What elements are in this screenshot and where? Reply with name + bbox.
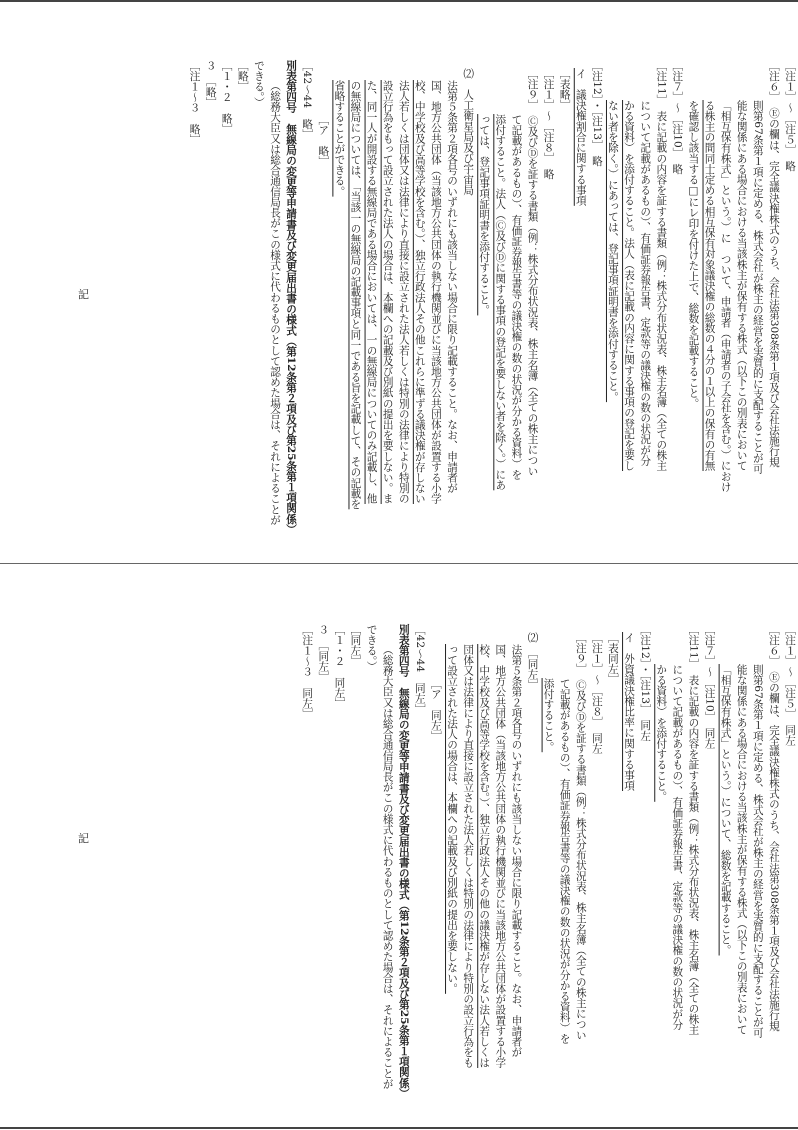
text-line: かる資料）を添付すること。法人（表に記載の内容に関する事項の登記を要し bbox=[623, 100, 636, 471]
text-line: ［注９］ Ⓒ及びⒹを証する書類（例：株式分布状況表、株主名簿（全ての株主につい bbox=[574, 632, 587, 1041]
text-line: 法第５条第２項各号のいずれにも該当しない場合に限り記載すること。なお、申請者が bbox=[510, 644, 523, 1058]
text-line: （総務大臣又は総合通信局長がこの様式に代わるものとして認めた場合は、それによることが bbox=[269, 80, 281, 526]
bottom-rule bbox=[0, 1127, 798, 1129]
text-line: ３ ［同左］ bbox=[317, 624, 330, 683]
text-line: ［注12］・［注13］ 略 bbox=[590, 60, 603, 167]
text-line: ない者を除く。）にあっては、登記事項証明書を添付すること。 bbox=[606, 100, 619, 403]
text-line: イ 議決権割合に関する事項 bbox=[574, 68, 587, 206]
text-line: ［注１］～［注８］ 同左 bbox=[590, 632, 603, 754]
text-line: ［ア 略］ bbox=[317, 114, 330, 167]
text-line: 「相互保有株式」という。）に ついて、申請者（申請者の子会社を含む。）におけ bbox=[719, 100, 732, 493]
text-line: 校、中学校及び高等学校を含む。）、独立行政法人その他の議決権が存しない法人若しくは bbox=[478, 644, 491, 1068]
text-line: ［１・２ 略］ bbox=[220, 60, 233, 135]
text-line: ⑵ 人工衛星局及び宇宙局 bbox=[462, 68, 475, 196]
appendix-title: 別表第四号 無線局の変更等申請書及び変更届出書の様式（第12条第２項及び第25条第１項関係） bbox=[397, 624, 410, 1099]
text-line: 法第５条第２項各号のいずれにも該当しない場合に限り記載すること。なお、申請者が bbox=[446, 80, 459, 494]
current-text-body bbox=[0, 568, 798, 1124]
text-line: て記載があるもの）、有価証券報告書等の議決権の数の状況が分かる資料）を bbox=[510, 114, 523, 480]
text-line: 「相互保有株式」という。）について、総数を記載すること。 bbox=[719, 664, 732, 956]
text-line: 法人若しくは団体又は法律により直接に設立された法人若しくは特別の法律により特別の bbox=[397, 80, 410, 504]
text-line: ［注６］ Ⓔの欄は、完全議決権株式のうち、会社法第308条第１項及び会社法施行規 bbox=[767, 60, 780, 468]
text-line: 添付すること。 bbox=[542, 678, 555, 753]
text-line: 国、地方公共団体（当該地方公共団体の執行機関並びに当該地方公共団体が設置する小学 bbox=[429, 80, 442, 504]
text-line: ［注１］～［注５］ 同左 bbox=[784, 624, 796, 746]
text-line: る株主の間同士定める相互保有対象議決権の総数の４分の１以上の保有の有無 bbox=[703, 100, 716, 471]
text-line: ［注１～３ 同左］ bbox=[301, 624, 314, 720]
ki-mark: 記 bbox=[78, 832, 89, 845]
text-line: できる。） bbox=[365, 624, 378, 672]
text-line: かる資料）を添付すること。 bbox=[655, 664, 668, 802]
text-line: ［42～44 略］ bbox=[301, 60, 314, 140]
text-line: 能な関係にある場合における当該株主が保有する株式（以下この別表において bbox=[735, 664, 748, 1035]
text-line: って設立された法人の場合は、本欄への記載及び別紙の提出を要しない。 bbox=[446, 644, 459, 994]
text-line: ［注１～３ 略］ bbox=[188, 60, 201, 145]
text-line: ［注７］～［注10］ 略 bbox=[671, 60, 684, 175]
appendix-title: 別表第四号 無線局の変更等申請書及び変更届出書の様式（第12条第２項及び第25条第１項関係） bbox=[285, 60, 298, 535]
text-line: 添付すること。法人（Ⓒ及びⒹに関する事項の登記を要しない者を除く。）にあ bbox=[494, 114, 507, 491]
text-line: できる。） bbox=[252, 60, 265, 108]
text-line: の無線局については、「当該一の無線局の記載事項と同一である旨を記載して、その記載を bbox=[349, 80, 362, 510]
text-line: 校、中学校及び高等学校を含む。）、独立行政法人その他これらに準ずる議決権が存しない bbox=[413, 80, 426, 504]
text-line: ［注９］ Ⓒ及びⒹを証する書類（例：株式分布状況表、株主名簿（全ての株主につい bbox=[526, 68, 539, 477]
top-rule bbox=[0, 0, 798, 2]
divider-rule bbox=[0, 563, 798, 564]
text-line: 省略することができる。 bbox=[333, 80, 346, 197]
text-line: について記載があるもの）、有価証券報告書、定款等の議決権の数の状況が分 bbox=[671, 664, 684, 1030]
text-line: を確認し該当する□にレ印を付けた上で、総数を記載すること。 bbox=[687, 100, 700, 409]
text-line: イ 外資議決権比率に関する事項 bbox=[623, 632, 636, 791]
revised-text-body bbox=[0, 4, 798, 560]
text-line: ［１・２ 同左］ bbox=[333, 624, 346, 709]
text-line: 団体又は法律により直接に設立された法人若しくは特別の法律により特別の設立行為をも bbox=[462, 644, 475, 1068]
text-line: 則第67条第１項に定める、株式会社が株主の経営を実質的に支配することが可 bbox=[751, 100, 764, 474]
text-line: ［略］ bbox=[236, 60, 249, 92]
text-line: ［注７］～［注10］ 同左 bbox=[703, 624, 716, 749]
current-text-panel bbox=[0, 568, 798, 1124]
text-line: ⑵ ［同左］ bbox=[526, 632, 539, 691]
text-line: ３ ［略］ bbox=[204, 60, 217, 108]
ki-mark: 記 bbox=[78, 288, 89, 301]
text-line: について記載があるもの）、有価証券報告書、定款等の議決権の数の状況が分 bbox=[639, 100, 652, 466]
text-line: ［同左］ bbox=[349, 624, 362, 667]
text-line: 設立行為をもって設立された法人の場合は、本欄への記載及び別紙の提出を要しない。ま bbox=[381, 80, 394, 504]
text-line: 則第67条第１項に定める、株式会社が株主の経営を実質的に支配することが可 bbox=[751, 664, 764, 1038]
text-line: ［表同左］ bbox=[606, 632, 619, 685]
text-line: ［注１］～［注８］ 略 bbox=[542, 68, 555, 180]
text-line: ［注11］ 表に記載の内容を証する書類（例：株式分布状況表、株主名簿（全ての株主 bbox=[687, 624, 700, 1035]
text-line: ［ア 同左］ bbox=[429, 678, 442, 742]
revised-text-panel bbox=[0, 4, 798, 560]
text-line: ［注１］～［注５］ 略 bbox=[784, 60, 796, 172]
text-line: ［42～44 同左］ bbox=[413, 624, 426, 715]
text-line: ［注11］ 表に記載の内容を証する書類（例：株式分布状況表、株主名簿（全ての株主 bbox=[655, 60, 668, 471]
text-line: ［注12］・［注13］ 同左 bbox=[639, 624, 652, 742]
text-line: ［表略］ bbox=[558, 68, 571, 111]
text-line: ［注６］ Ⓔの欄は、完全議決権株式のうち、会社法第308条第１項及び会社法施行規 bbox=[767, 624, 780, 1032]
text-line: （総務大臣又は総合通信局長がこの様式に代わるものとして認めた場合は、それによることが bbox=[381, 644, 394, 1090]
text-line: っては、登記事項証明書を添付すること。 bbox=[478, 114, 491, 316]
text-line: 国、地方公共団体（当該地方公共団体の執行機関並びに当該地方公共団体が設置する小学 bbox=[494, 644, 507, 1068]
text-line: 能な関係にある場合における当該株主が保有する株式（以下この別表において bbox=[735, 100, 748, 471]
text-line: て記載があるもの）、有価証券報告書等の議決権の数の状況が分かる資料）を bbox=[558, 678, 571, 1044]
text-line: た、同一人が開設する無線局である場合においては、一の無線局についてのみ記載し、他 bbox=[365, 80, 378, 504]
